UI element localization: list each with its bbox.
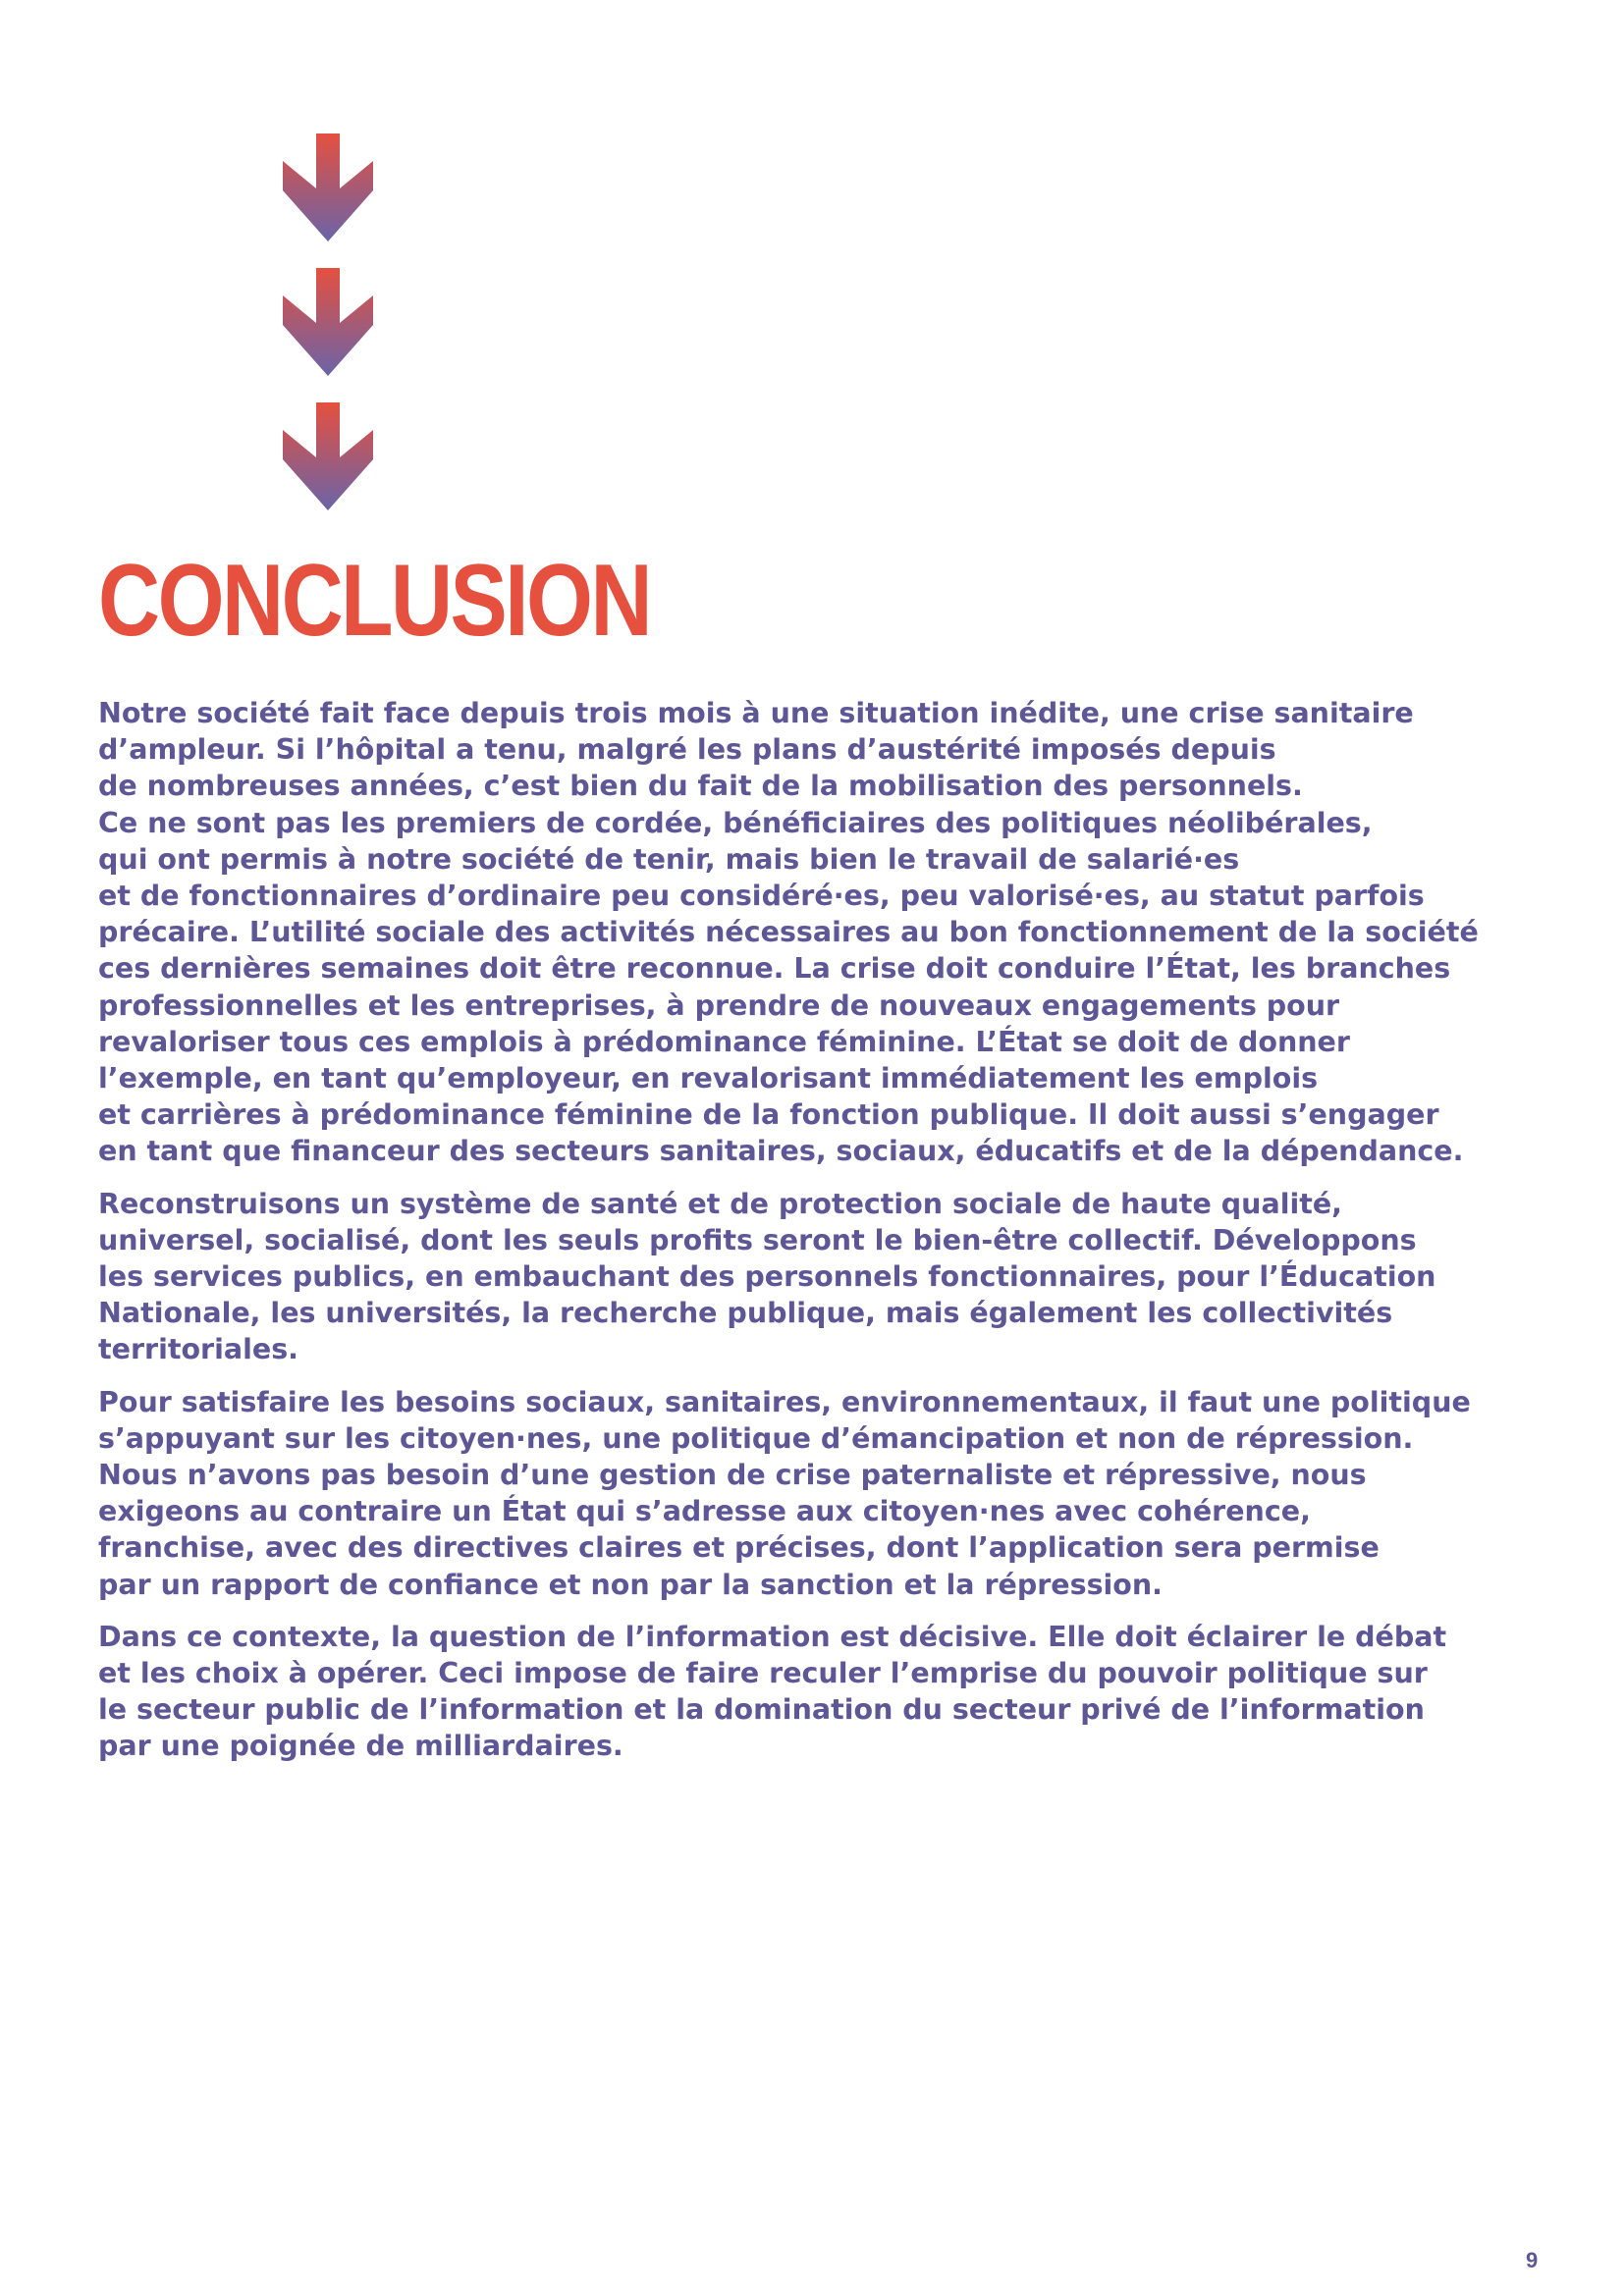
- text-line: Nationale, les universités, la recherche publique, mais également les collectivités: [98, 1297, 1393, 1330]
- text-line: Ce ne sont pas les premiers de cordée, bénéficiaires des politiques néolibérales,: [98, 806, 1373, 839]
- text-line: Reconstruisons un système de santé et de protection sociale de haute qualité,: [98, 1187, 1343, 1220]
- text-line: territoriales.: [98, 1333, 298, 1366]
- text-line: Pour satisfaire les besoins sociaux, sanitaires, environnementaux, il faut une politique: [98, 1385, 1471, 1418]
- text-line: de nombreuses années, c’est bien du fait de la mobilisation des personnels.: [98, 770, 1303, 803]
- paragraph: [98, 1384, 1492, 1603]
- text-line: qui ont permis à notre société de tenir, mais bien le travail de salarié·es: [98, 842, 1240, 876]
- arrow-stack: [283, 133, 373, 537]
- text-line: universel, socialisé, dont les seuls profits seront le bien-être collectif. Développons: [98, 1223, 1417, 1256]
- text-line: exigeons au contraire un État qui s’adresse aux citoyen·nes avec cohérence,: [98, 1495, 1311, 1528]
- text-line: Dans ce contexte, la question de l’information est décisive. Elle doit éclairer le débat: [98, 1620, 1447, 1653]
- text-line: ces dernières semaines doit être reconnue. La crise doit conduire l’État, les branches: [98, 952, 1451, 986]
- paragraph: [98, 1619, 1492, 1765]
- text-line: précaire. L’utilité sociale des activités nécessaires au bon fonctionnement de la société: [98, 916, 1479, 949]
- text-line: revaloriser tous ces emplois à prédominance féminine. L’État se doit de donner: [98, 1025, 1350, 1058]
- text-line: d’ampleur. Si l’hôpital a tenu, malgré les plans d’austérité imposés depuis: [98, 733, 1276, 767]
- paragraph: [98, 695, 1492, 1170]
- text-line: et les choix à opérer. Ceci impose de faire reculer l’emprise du pouvoir politique sur: [98, 1657, 1428, 1690]
- text-line: par une poignée de milliardaires.: [98, 1730, 623, 1763]
- text-line: par un rapport de confiance et non par la sanction et la répression.: [98, 1568, 1164, 1601]
- text-line: franchise, avec des directives claires et précises, dont l’application sera permise: [98, 1531, 1380, 1565]
- text-line: et carrières à prédominance féminine de la fonction publique. Il doit aussi s’engager: [98, 1098, 1439, 1132]
- paragraph: [98, 1186, 1492, 1368]
- text-line: l’exemple, en tant qu’employeur, en revalorisant immédiatement les emplois: [98, 1062, 1319, 1095]
- text-line: en tant que financeur des secteurs sanitaires, sociaux, éducatifs et de la dépendance.: [98, 1135, 1464, 1168]
- text-line: le secteur public de l’information et la domination du secteur privé de l’information: [98, 1693, 1425, 1727]
- page-number: 9: [1526, 2248, 1539, 2272]
- page-title: CONCLUSION: [98, 544, 651, 658]
- body-text: [98, 695, 1492, 1781]
- text-line: les services publics, en embauchant des personnels fonctionnaires, pour l’Éducation: [98, 1260, 1436, 1294]
- text-line: Notre société fait face depuis trois mois à une situation inédite, une crise sanitaire: [98, 697, 1414, 729]
- arrow-down-icon: [283, 402, 373, 510]
- text-line: Nous n’avons pas besoin d’une gestion de crise paternaliste et répressive, nous: [98, 1459, 1367, 1492]
- text-line: professionnelles et les entreprises, à prendre de nouveaux engagements pour: [98, 988, 1340, 1022]
- text-line: s’appuyant sur les citoyen·nes, une politique d’émancipation et non de répression.: [98, 1421, 1414, 1455]
- arrow-down-icon: [283, 133, 373, 241]
- text-line: et de fonctionnaires d’ordinaire peu considéré·es, peu valorisé·es, au statut parfois: [98, 880, 1425, 913]
- arrow-down-icon: [283, 268, 373, 376]
